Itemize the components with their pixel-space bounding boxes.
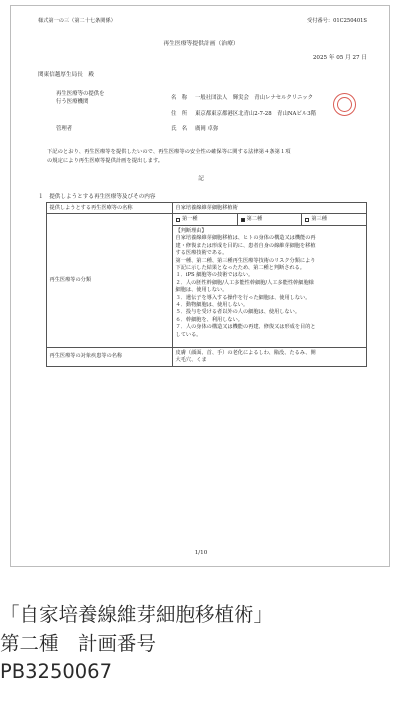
manager-label: 管理者 — [56, 126, 73, 132]
reason-text: 【判断理由】 自家培養線維芽細胞移植は、ヒトの身体の構造又は機能の再 建・修復または形成を目的に、患者自身の線維芽細胞を移植 する医療技術である。 第一種、第二種、第三種再生医療等技術のリスク分類により 下記に示した結果となったため、第二種と判断される。 １．iPS 細胞等の技術ではない。 ２．人の胚性幹細胞/人工多能性幹細胞/人工多能性幹細胞様 細胞は、使用しない。 ３．遺伝子を導入する操作を行った細胞は、使用しない。 ４．動物細胞は、使用しない。 ５．投与を受ける者以外の人の細胞は、使用しない。 ６．幹細胞を、利用しない。 ７．人の身体の構造又は機能の再建、修復又は形成を目的と している。 — [173, 226, 367, 348]
page-number: 1/10 — [194, 550, 208, 556]
document-page — [10, 5, 390, 567]
row1-label: 提供しようとする再生医療等の名称 — [47, 203, 173, 214]
class-option-2: 第二種 — [238, 214, 303, 225]
section1-heading: １ 提供しようとする再生医療等及びその内容 — [38, 194, 156, 200]
intro-line-1: 下記のとおり、再生医療等を提供したいので、再生医療等の安全性の確保等に関する法律第４条第１項 — [47, 149, 291, 155]
plan-table — [46, 202, 367, 367]
certificate-number: 受付番号：01C250401S — [307, 18, 367, 24]
checkbox-icon — [305, 218, 309, 222]
checkbox-icon — [176, 218, 180, 222]
class-options — [173, 214, 367, 226]
seal-stamp — [333, 93, 356, 116]
checkbox-checked-icon — [241, 218, 245, 222]
document-date: 2025 年 05 月 27 日 — [312, 55, 367, 61]
document-title: 再生医療等提供計画（治療） — [163, 41, 239, 47]
intro-line-2: の規定により再生医療等提供計画を提出します。 — [47, 158, 164, 164]
manager-person-label: 氏 名 — [171, 126, 188, 132]
manager-value: 廣岡 卓弥 — [195, 126, 219, 132]
class-option-1: 第一種 — [173, 214, 238, 225]
reporter-role-label-1: 再生医療等の提供を — [56, 91, 105, 97]
caption-line-1: 「自家培養線維芽細胞移植術」 — [0, 603, 274, 626]
form-number: 様式第一の三（第二十七条関係） — [38, 18, 116, 24]
row1-value: 自家培養線維芽細胞移植術 — [173, 203, 367, 214]
address-label: 住 所 — [171, 111, 188, 117]
caption-line-2: 第二種 計画番号 — [0, 631, 157, 655]
address-value: 東京都東京都港区北青山2-7-28 青山NAビル3階 — [195, 111, 317, 117]
name-label: 名 称 — [171, 95, 188, 101]
addressee: 関東信越厚生局長 殿 — [38, 72, 94, 78]
row3-value: 皮膚（顔面、首、手）の老化によるしわ、陥没、たるみ、開 大毛穴、くま — [173, 348, 367, 367]
class-option-3: 第三種 — [302, 214, 366, 225]
reporter-role-label-2: 行う医療機関 — [56, 99, 89, 105]
name-value: 一般社団法人 輝実会 青山レナセルクリニック — [195, 95, 314, 101]
ki-heading: 記 — [198, 176, 204, 182]
caption-line-3: PB3250067 — [0, 660, 112, 683]
caption — [0, 601, 273, 687]
class-label: 再生医療等の分類 — [47, 214, 173, 348]
row3-label: 再生医療等の対象疾患等の名称 — [47, 348, 173, 367]
